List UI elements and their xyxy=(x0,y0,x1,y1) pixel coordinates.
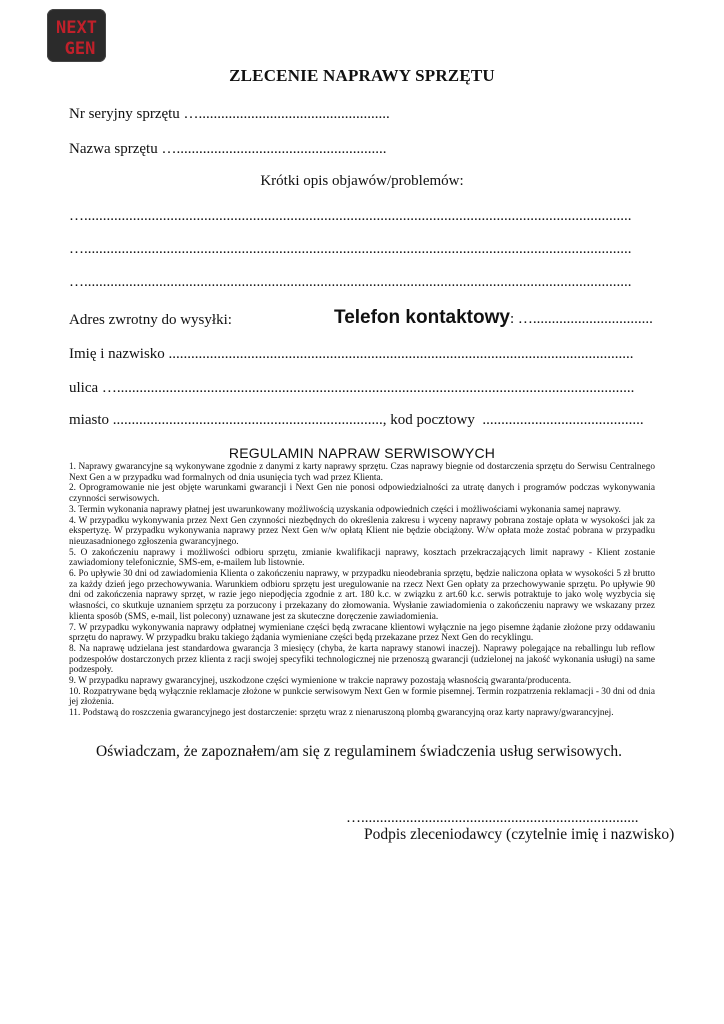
phone-dots: : …................................ xyxy=(509,311,653,327)
regulation-item: 7. W przypadku wykonywania naprawy odpłatnej wymieniane części będą zwracane klientowi wyłącznie na jego pisemne żądanie złożone przy oddawaniu sprzętu do naprawy. W przypadku braku takiego żądania wymieniane części będą przekazane przez Next Gen do recyklingu. xyxy=(69,622,655,644)
regulation-item: 10. Rozpatrywane będą wyłącznie reklamacje złożone w punkcie serwisowym Next Gen w formie pisemnej. Termin rozpatrzenia reklamacji - 30 dni od dnia jej złożenia. xyxy=(69,686,655,708)
postcode-dots: ........................................... xyxy=(482,412,644,428)
device-name-field[interactable]: Nazwa sprzętu …........................................................ xyxy=(69,141,387,157)
logo-text-gen: GEN xyxy=(64,39,96,59)
phone-label: Telefon kontaktowy xyxy=(334,307,510,328)
regulation-item: 9. W przypadku naprawy gwarancyjnej, uszkodzone części wymienione w trakcie naprawy pozostają własnością gwaranta/producenta. xyxy=(69,676,572,687)
regulation-item: 6. Po upływie 30 dni od zawiadomienia Klienta o zakończeniu naprawy, w przypadku nieodebrania sprzętu, będzie naliczona opłata w wysokości 5 zł brutto za każdy dzień jego przechowywania. Warunkiem odbioru sprzętu jest uregulowanie na rzecz Next Gen opłaty za przechowywanie sprzętu. Po upływie 90 dni od zakończenia naprawy sprzęt, w razie jego niepodjęcia zgodnie z art. 180 k.c. w związku z art.60 k.c. serwis potraktuje to jako wolę wyzbycia się własności, co skutkuje uznaniem sprzętu za porzucony i przekazany do złomowania. Wysłanie zawiadomienia o zakończeniu naprawy we wskazany przez klienta sposób (SMS, e-mail, list polecony) uznawane jest za skuteczne doręczenie zawiadomienia. xyxy=(69,569,655,622)
regulation-item: 4. W przypadku wykonywania przez Next Gen czynności niezbędnych do określenia zakresu i wyceny naprawy pobrana zostaje opłata w wysokości jak za ekspertyzę. W przypadku wykonywania naprawy przez Next Gen w/w opłatą Klient nie będzie obciążony. W/w opłata może zostać pobrana w przypadku nieuzasadnionego zgłoszenia gwarancyjnego. xyxy=(69,515,655,547)
next-gen-logo xyxy=(47,9,106,62)
city-postcode-field[interactable] xyxy=(69,412,644,429)
next-gen-logo-mark xyxy=(47,9,106,62)
problem-description-line-1[interactable]: ….................................................................................................................................................. xyxy=(69,208,632,224)
regulation-item: 11. Podstawą do roszczenia gwarancyjnego jest dostarczenie: sprzętu wraz z nienaruszoną plombą gwarancyjną oraz karty naprawy/gwarancyjnej. xyxy=(69,708,614,719)
regulation-item: 2. Oprogramowanie nie jest objęte warunkami gwarancji i Next Gen nie ponosi odpowiedzialności za utratę danych i programów podczas wykonywania czynności serwisowych. xyxy=(69,483,655,505)
page-title: ZLECENIE NAPRAWY SPRZĘTU xyxy=(229,66,495,85)
problem-description-line-2[interactable]: ….................................................................................................................................................. xyxy=(69,241,632,257)
city-field: miasto ........................................................................, kod pocztowy xyxy=(69,412,475,428)
regulations-list xyxy=(69,462,655,719)
problem-description-label: Krótki opis objawów/problemów: xyxy=(260,173,464,189)
declaration-statement: Oświadczam, że zapoznałem/am się z regulaminem świadczenia usług serwisowych. xyxy=(96,743,622,760)
regulations-title: REGULAMIN NAPRAW SERWISOWYCH xyxy=(228,445,496,461)
signature-line[interactable]: ….......................................................................... xyxy=(346,810,639,826)
signature-caption: Podpis zleceniodawcy (czytelnie imię i nazwisko) xyxy=(364,826,675,843)
regulation-item: 8. Na naprawę udzielana jest standardowa gwarancja 3 miesięcy (chyba, że karta naprawy stanowi inaczej). Naprawy polegające na reballingu lub reflow podzespołów dostarczonych przez klienta z racji swojej specyfiki technologicznej nie przenoszą gwarancji (udzielonej na jakość wykonania usługi) na same podzespoły. xyxy=(69,643,655,676)
regulation-item: 1. Naprawy gwarancyjne są wykonywane zgodnie z danymi z karty naprawy sprzętu. Czas naprawy biegnie od dostarczenia sprzętu do Serwisu Centralnego Next Gen a w przypadku wad formalnych od dnia usunięcia tych wad przez Klienta. xyxy=(69,462,655,483)
regulation-item: 5. O zakończeniu naprawy i możliwości odbioru sprzętu, zmianie kwalifikacji naprawy, kosztach przekraczających limit naprawy - Klient zostanie zawiadomiony telefonicznie, SMS-em, e-mailem lub listownie. xyxy=(69,547,655,569)
problem-description-line-3[interactable]: ….................................................................................................................................................. xyxy=(69,274,632,290)
street-field[interactable]: ulica ….......................................................................................................................................... xyxy=(69,380,635,396)
logo-text-next: NEXT xyxy=(56,18,97,38)
serial-number-field[interactable]: Nr seryjny sprzętu …................................................... xyxy=(69,106,390,122)
regulation-item: 3. Termin wykonania naprawy płatnej jest uwarunkowany możliwością uzyskania odpowiednich części i możliwościami wykonania samej naprawy. xyxy=(69,504,621,515)
return-address-label: Adres zwrotny do wysyłki: xyxy=(69,312,232,328)
name-field[interactable]: Imię i nazwisko ............................................................................................................................ xyxy=(69,346,634,362)
phone-field[interactable] xyxy=(334,307,653,329)
